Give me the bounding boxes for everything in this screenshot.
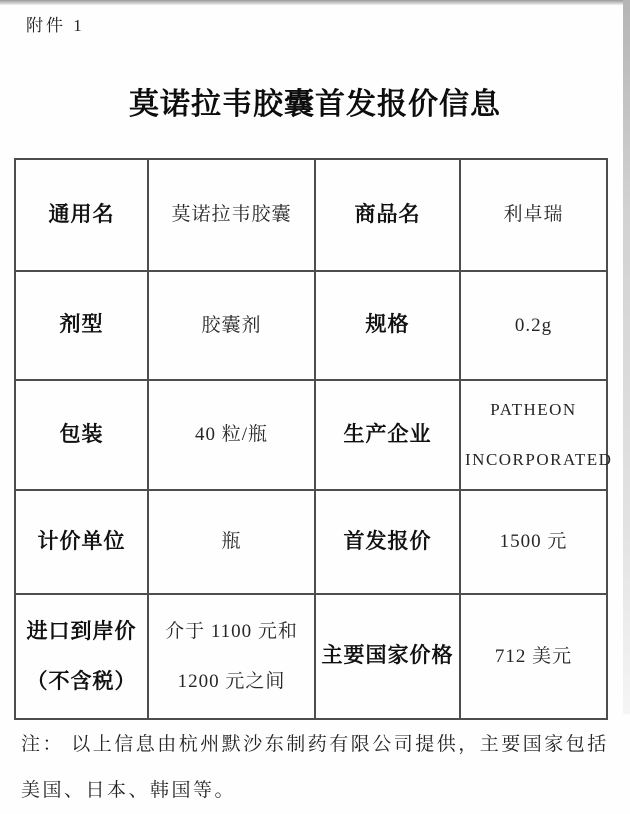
cell-label-specification	[315, 271, 460, 380]
page-title: 莫诺拉韦胶囊首发报价信息	[129, 88, 501, 121]
table-row-packaging-manufacturer	[15, 380, 607, 490]
scan-edge-top	[0, 0, 630, 5]
cell-label-import-cif-price	[15, 594, 148, 719]
cell-label-launch-price	[315, 490, 460, 594]
cell-label-manufacturer	[315, 380, 460, 490]
cell-label-dosage-form	[15, 271, 148, 380]
cell-value-packaging	[148, 380, 315, 490]
cell-text: 通用名	[48, 202, 115, 226]
cell-text: INCORPORATED	[465, 450, 613, 469]
table-row-form-spec	[15, 271, 607, 380]
cell-label-major-country-price	[315, 594, 460, 719]
table-row-unit-launchprice	[15, 490, 607, 594]
cell-value-major-country-price	[460, 594, 607, 719]
cell-text: 1500 元	[499, 531, 568, 553]
cell-value-specification	[460, 271, 607, 380]
cell-text: 40 粒/瓶	[194, 424, 269, 446]
attachment-label: 附件 1	[26, 16, 85, 35]
cell-text: 进口到岸价	[26, 619, 137, 643]
cell-text: 0.2g	[514, 314, 553, 336]
cell-text: 莫诺拉韦胶囊	[171, 204, 292, 226]
cell-text: 主要国家价格	[321, 644, 454, 668]
price-info-table	[14, 158, 613, 720]
cell-text: 瓶	[221, 531, 242, 553]
cell-text: （不含税）	[26, 669, 137, 693]
cell-value-generic-name	[148, 159, 315, 271]
cell-text: PATHEON	[490, 400, 577, 419]
cell-text: 首发报价	[343, 529, 432, 553]
cell-text: 介于 1100 元和	[165, 620, 298, 642]
cell-text: 712 美元	[494, 645, 573, 667]
table-row-generic-brand	[15, 159, 607, 271]
cell-value-pricing-unit	[148, 490, 315, 594]
footnote-line: 注： 以上信息由杭州默沙东制药有限公司提供，主要国家包括	[21, 734, 609, 755]
cell-value-brand-name	[460, 159, 607, 271]
cell-label-brand-name	[315, 159, 460, 271]
cell-label-pricing-unit	[15, 490, 148, 594]
cell-value-import-cif-price	[148, 594, 315, 719]
cell-text: 胶囊剂	[201, 314, 262, 336]
cell-text: 剂型	[59, 313, 104, 337]
cell-label-packaging	[15, 380, 148, 490]
footnote-line: 美国、日本、韩国等。	[21, 780, 237, 801]
cell-label-generic-name	[15, 159, 148, 271]
footnote	[21, 722, 617, 814]
cell-text: 计价单位	[37, 529, 126, 553]
cell-value-dosage-form	[148, 271, 315, 380]
cell-text: 利卓瑞	[503, 204, 564, 226]
cell-text: 生产企业	[343, 422, 432, 446]
table-row-cif-majorcountry	[15, 594, 607, 719]
cell-value-manufacturer	[460, 380, 613, 490]
cell-value-launch-price	[460, 490, 607, 594]
cell-text: 商品名	[354, 202, 421, 226]
cell-text: 1200 元之间	[177, 670, 286, 692]
cell-text: 规格	[365, 313, 410, 337]
cell-text: 包装	[59, 422, 104, 446]
